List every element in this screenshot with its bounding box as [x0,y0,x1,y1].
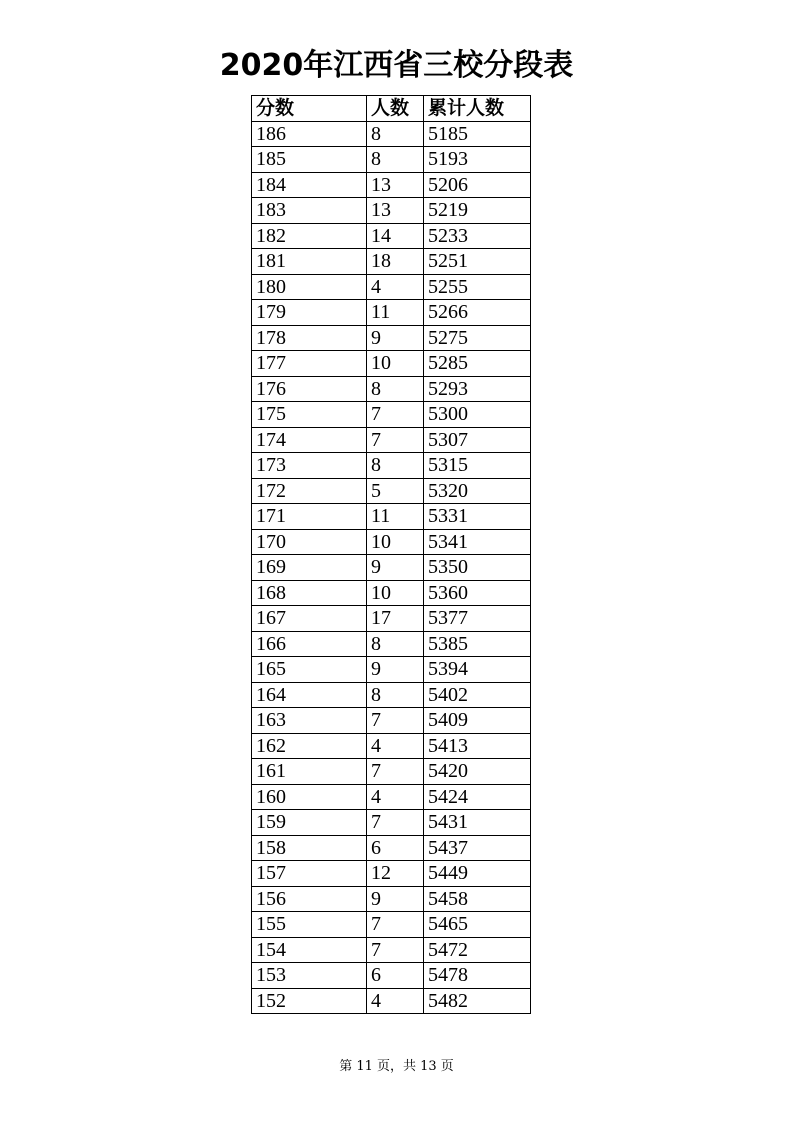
score-cell: 180 [252,274,367,300]
count-cell: 9 [367,657,424,683]
count-cell: 8 [367,147,424,173]
score-cell: 175 [252,402,367,428]
score-cell: 157 [252,861,367,887]
cumulative-cell: 5431 [424,810,531,836]
count-cell: 7 [367,937,424,963]
page-footer: 第 11 页，共 13 页 [339,1059,454,1074]
cumulative-cell: 5449 [424,861,531,887]
header-cumulative: 累计人数 [424,96,531,122]
table-row [252,351,531,377]
table-row [252,835,531,861]
table-row [252,223,531,249]
score-cell: 179 [252,300,367,326]
count-cell: 7 [367,402,424,428]
cumulative-cell: 5315 [424,453,531,479]
table-row [252,937,531,963]
table-row [252,249,531,275]
table-row [252,172,531,198]
cumulative-cell: 5360 [424,580,531,606]
score-cell: 164 [252,682,367,708]
table-row [252,963,531,989]
count-cell: 8 [367,682,424,708]
count-cell: 7 [367,912,424,938]
score-cell: 160 [252,784,367,810]
score-cell: 166 [252,631,367,657]
table-row [252,427,531,453]
count-cell: 12 [367,861,424,887]
count-cell: 11 [367,300,424,326]
cumulative-cell: 5285 [424,351,531,377]
count-cell: 8 [367,121,424,147]
score-cell: 173 [252,453,367,479]
table-row [252,121,531,147]
table-row [252,555,531,581]
table-row [252,300,531,326]
score-cell: 178 [252,325,367,351]
cumulative-cell: 5409 [424,708,531,734]
cumulative-cell: 5275 [424,325,531,351]
score-cell: 153 [252,963,367,989]
count-cell: 13 [367,172,424,198]
table-row [252,529,531,555]
cumulative-cell: 5478 [424,963,531,989]
table-row [252,402,531,428]
cumulative-cell: 5465 [424,912,531,938]
count-cell: 9 [367,555,424,581]
count-cell: 4 [367,784,424,810]
cumulative-cell: 5472 [424,937,531,963]
score-cell: 182 [252,223,367,249]
count-cell: 10 [367,351,424,377]
cumulative-cell: 5233 [424,223,531,249]
score-table [251,95,531,1014]
cumulative-cell: 5402 [424,682,531,708]
table-row [252,478,531,504]
count-cell: 10 [367,529,424,555]
cumulative-cell: 5193 [424,147,531,173]
cumulative-cell: 5255 [424,274,531,300]
cumulative-cell: 5206 [424,172,531,198]
score-cell: 174 [252,427,367,453]
header-count: 人数 [367,96,424,122]
count-cell: 7 [367,708,424,734]
table-body [252,121,531,1014]
cumulative-cell: 5458 [424,886,531,912]
table-row [252,861,531,887]
score-cell: 184 [252,172,367,198]
page-title: 2020年江西省三校分段表 [219,48,574,83]
table-row [252,784,531,810]
table-row [252,198,531,224]
score-cell: 167 [252,606,367,632]
cumulative-cell: 5331 [424,504,531,530]
score-cell: 159 [252,810,367,836]
cumulative-cell: 5185 [424,121,531,147]
table-row [252,682,531,708]
score-cell: 169 [252,555,367,581]
score-cell: 183 [252,198,367,224]
table-row [252,988,531,1014]
count-cell: 7 [367,759,424,785]
count-cell: 6 [367,835,424,861]
count-cell: 11 [367,504,424,530]
score-cell: 171 [252,504,367,530]
score-cell: 185 [252,147,367,173]
count-cell: 10 [367,580,424,606]
score-cell: 176 [252,376,367,402]
cumulative-cell: 5394 [424,657,531,683]
cumulative-cell: 5307 [424,427,531,453]
count-cell: 18 [367,249,424,275]
cumulative-cell: 5424 [424,784,531,810]
cumulative-cell: 5293 [424,376,531,402]
score-cell: 165 [252,657,367,683]
score-cell: 170 [252,529,367,555]
score-cell: 177 [252,351,367,377]
count-cell: 9 [367,886,424,912]
table-row [252,810,531,836]
header-score: 分数 [252,96,367,122]
count-cell: 4 [367,274,424,300]
cumulative-cell: 5385 [424,631,531,657]
count-cell: 8 [367,631,424,657]
cumulative-cell: 5341 [424,529,531,555]
count-cell: 4 [367,733,424,759]
score-cell: 155 [252,912,367,938]
cumulative-cell: 5437 [424,835,531,861]
count-cell: 6 [367,963,424,989]
score-cell: 158 [252,835,367,861]
table-row [252,759,531,785]
table-row [252,274,531,300]
score-cell: 186 [252,121,367,147]
cumulative-cell: 5482 [424,988,531,1014]
count-cell: 7 [367,427,424,453]
count-cell: 9 [367,325,424,351]
cumulative-cell: 5251 [424,249,531,275]
table-row [252,606,531,632]
count-cell: 4 [367,988,424,1014]
table-row [252,733,531,759]
table-row [252,147,531,173]
score-cell: 152 [252,988,367,1014]
cumulative-cell: 5413 [424,733,531,759]
score-cell: 161 [252,759,367,785]
cumulative-cell: 5377 [424,606,531,632]
table-row [252,504,531,530]
cumulative-cell: 5219 [424,198,531,224]
count-cell: 17 [367,606,424,632]
cumulative-cell: 5320 [424,478,531,504]
table-row [252,912,531,938]
table-row [252,708,531,734]
score-cell: 181 [252,249,367,275]
table-header-row [252,96,531,122]
count-cell: 7 [367,810,424,836]
table-row [252,376,531,402]
score-cell: 156 [252,886,367,912]
cumulative-cell: 5266 [424,300,531,326]
score-cell: 162 [252,733,367,759]
score-cell: 154 [252,937,367,963]
score-cell: 168 [252,580,367,606]
cumulative-cell: 5420 [424,759,531,785]
table-row [252,580,531,606]
count-cell: 13 [367,198,424,224]
count-cell: 8 [367,453,424,479]
count-cell: 14 [367,223,424,249]
count-cell: 5 [367,478,424,504]
cumulative-cell: 5300 [424,402,531,428]
table-row [252,325,531,351]
table-row [252,657,531,683]
score-cell: 163 [252,708,367,734]
table-row [252,453,531,479]
table-row [252,631,531,657]
score-cell: 172 [252,478,367,504]
table-row [252,886,531,912]
cumulative-cell: 5350 [424,555,531,581]
count-cell: 8 [367,376,424,402]
